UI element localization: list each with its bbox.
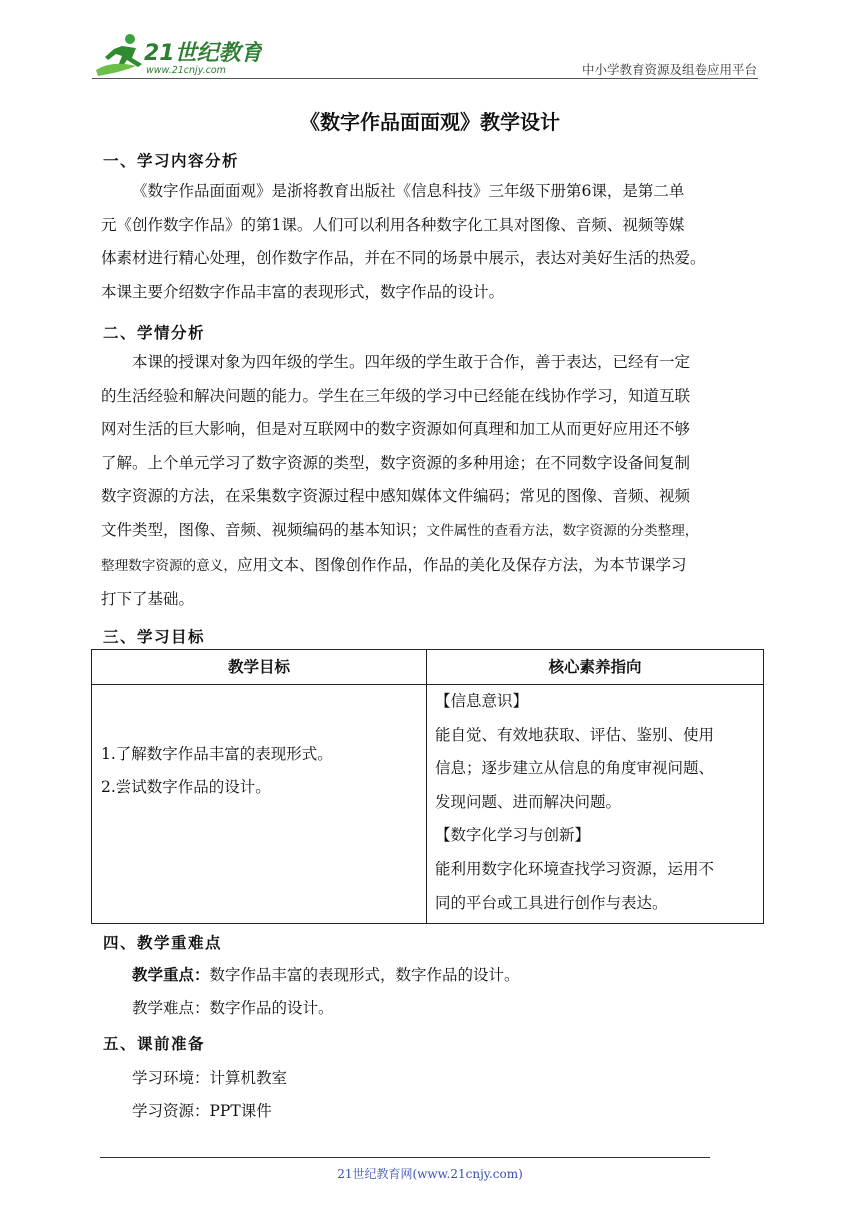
objectives-table <box>91 649 764 924</box>
table-header-core-literacy: 核心素养指向 <box>427 650 763 685</box>
teaching-goals-cell <box>101 738 421 804</box>
core-literacy-line: 【数字化学习与创新】 <box>435 826 591 845</box>
learning-resources-line: 学习资源：PPT课件 <box>132 1102 272 1120</box>
platform-tagline: 中小学教育资源及组卷应用平台 <box>581 62 757 77</box>
document-title: 《数字作品面面观》教学设计 <box>300 110 560 134</box>
learning-environment-line: 学习环境：计算机教室 <box>132 1069 288 1087</box>
paragraph-line: 《数字作品面面观》是浙将教育出版社《信息科技》三年级下册第6课，是第二单 <box>132 182 685 200</box>
learner-analysis-paragraph <box>101 346 761 617</box>
core-literacy-line: 能自觉、有效地获取、评估、鉴别、使用 <box>435 725 715 744</box>
paragraph-line: 本课主要介绍数字作品丰富的表现形式，数字作品的设计。 <box>101 282 505 301</box>
core-literacy-line: 同的平台或工具进行创作与表达。 <box>435 893 668 912</box>
key-point-label: 教学重点： <box>132 966 210 984</box>
svg-text:21世纪教育: 21世纪教育 <box>144 41 262 66</box>
paragraph-line: 打下了基础。 <box>101 590 195 609</box>
section-heading-preparation: 五、课前准备 <box>103 1035 206 1053</box>
core-literacy-line: 信息；逐步建立从信息的角度审视问题、 <box>435 759 715 778</box>
paragraph-line <box>101 514 761 549</box>
key-point-line <box>132 963 520 985</box>
paragraph-line: 元《创作数字作品》的第1课。人们可以利用各种数字化工具对图像、音频、视频等媒 <box>101 215 685 234</box>
section-heading-content-analysis: 一、学习内容分析 <box>103 152 240 170</box>
section-heading-learner-analysis: 二、学情分析 <box>103 324 206 342</box>
core-literacy-line: 【信息意识】 <box>435 692 529 710</box>
footer-link[interactable]: 21世纪教育网(www.21cnjy.com) <box>337 1167 523 1181</box>
content-analysis-paragraph <box>101 175 761 309</box>
paragraph-line: 了解。上个单元学习了数字资源的类型，数字资源的多种用途；在不同数字设备间复制 <box>101 453 691 472</box>
svg-text:www.21cnjy.com: www.21cnjy.com <box>146 65 226 76</box>
core-literacy-line: 发现问题、进而解决问题。 <box>435 792 622 811</box>
runner-logo-icon <box>92 30 262 80</box>
paragraph-segment-small: 文件属性的查看方法，数字资源的分类整理， <box>426 522 699 539</box>
goal-item: 1.了解数字作品丰富的表现形式。 <box>101 745 333 763</box>
difficult-point-line: 教学难点：数字作品的设计。 <box>132 999 334 1017</box>
section-heading-objectives: 三、学习目标 <box>103 628 206 646</box>
paragraph-line <box>101 549 761 584</box>
paragraph-segment: 应用文本、图像创作作品，作品的美化及保存方法，为本节课学习 <box>236 555 687 574</box>
header-divider <box>92 78 758 79</box>
site-logo <box>92 30 262 80</box>
paragraph-segment-small: 整理数字资源的意义， <box>101 557 237 574</box>
core-literacy-cell <box>435 685 757 920</box>
paragraph-line: 网对生活的巨大影响，但是对互联网中的数字资源如何真理和加工从而更好应用还不够 <box>101 420 691 439</box>
table-header-teaching-goals: 教学目标 <box>92 650 426 685</box>
table-column-divider <box>426 650 427 923</box>
paragraph-segment: 文件类型，图像、音频、视频编码的基本知识； <box>101 520 427 539</box>
core-literacy-line: 能利用数字化环境查找学习资源，运用不 <box>435 859 715 878</box>
paragraph-line: 的生活经验和解决问题的能力。学生在三年级的学习中已经能在线协作学习，知道互联 <box>101 386 691 405</box>
footer-divider <box>100 1157 710 1158</box>
paragraph-line: 体素材进行精心处理，创作数字作品，并在不同的场景中展示，表达对美好生活的热爱。 <box>101 249 706 268</box>
section-heading-key-points: 四、教学重难点 <box>103 934 223 952</box>
paragraph-line: 本课的授课对象为四年级的学生。四年级的学生敢于合作，善于表达，已经有一定 <box>132 353 691 371</box>
key-point-text: 数字作品丰富的表现形式，数字作品的设计。 <box>209 966 520 984</box>
goal-item: 2.尝试数字作品的设计。 <box>101 778 271 796</box>
paragraph-line: 数字资源的方法，在采集数字资源过程中感知媒体文件编码；常见的图像、音频、视频 <box>101 487 691 506</box>
